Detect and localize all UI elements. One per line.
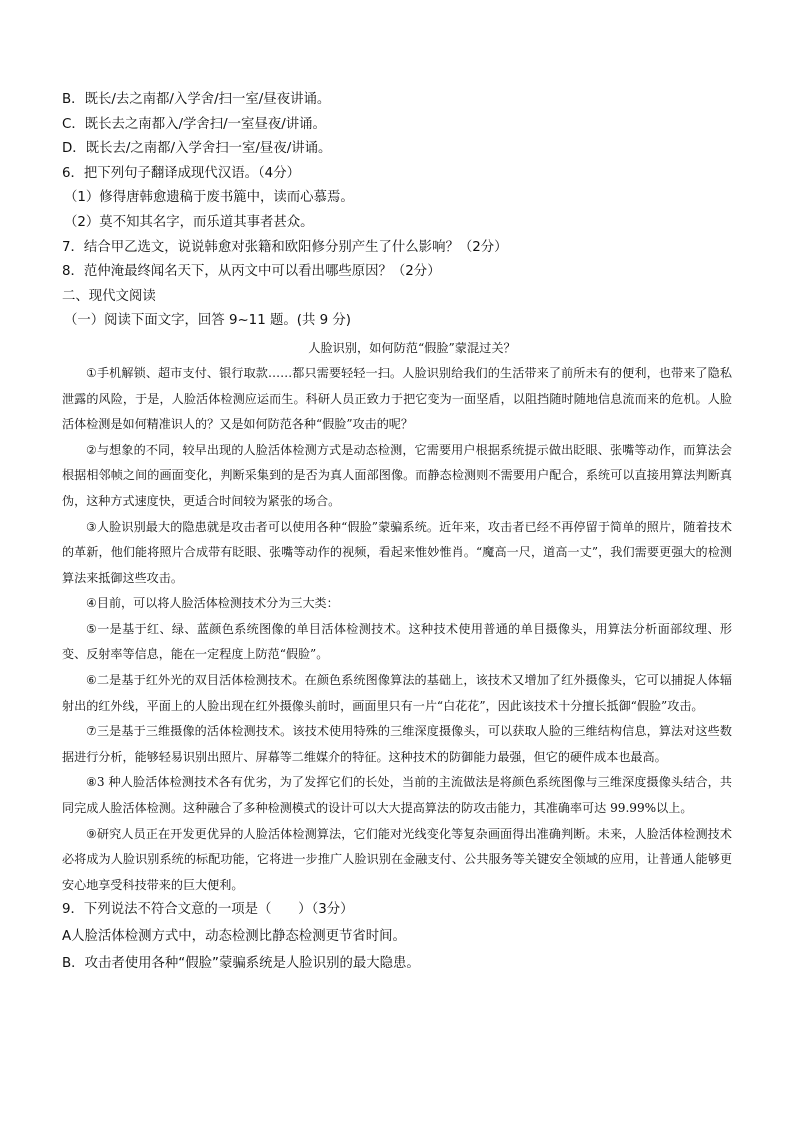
paragraph-number: ① xyxy=(86,365,97,380)
subsection-heading: （一）阅读下面文字，回答 9~11 题。(共 9 分) xyxy=(64,313,352,329)
article-paragraph-3 xyxy=(62,515,732,592)
paragraph-text: 手机解锁、超市支付、银行取款……都只需要轻轻一扫。人脸识别给我们的生活带来了前所未有的便利，也带来了隐私泄露的风险，于是，人脸活体检测应运而生。科研人员正致力于把它变为一面坚盾，以阻挡随时随地信息流而来的危机。人脸活体检测是如何精准识人的？又是如何防范各种“假脸”攻击的呢？ xyxy=(62,365,732,432)
q9-stem: 9．下列说法不符合文意的一项是（ ）（3分） xyxy=(62,902,354,918)
paragraph-number: ③ xyxy=(86,519,97,534)
article-paragraph-7 xyxy=(62,719,732,770)
paragraph-number: ④ xyxy=(86,596,97,611)
section-heading: 二、现代文阅读 xyxy=(62,288,156,304)
paragraph-text: 二是基于红外光的双目活体检测技术。在颜色系统图像算法的基础上，该技术又增加了红外摄像头，它可以捕捉人体辐射出的红外线，平面上的人脸出现在红外摄像头前时，画面里只有一片“白花花”，因此该技术十分擅长抵御“假脸”攻击。 xyxy=(62,673,732,713)
q8-stem: 8．范仲淹最终闻名天下，从丙文中可以看出哪些原因？（2分） xyxy=(62,264,441,280)
article-paragraph-2 xyxy=(62,438,732,515)
paragraph-number: ⑤ xyxy=(86,621,97,636)
paragraph-number: ⑧ xyxy=(86,775,97,790)
article-paragraph-5 xyxy=(62,617,732,668)
paragraph-number: ⑨ xyxy=(86,826,97,841)
paragraph-text: 与想象的不同，较早出现的人脸活体检测方式是动态检测，它需要用户根据系统提示做出眨眼、张嘴等动作，而算法会根据相邻帧之间的画面变化，判断采集到的是否为真人面部图像。而静态检测则不需要用户配合，系统可以直接用算法判断真伪，这种方式速度快，更适合时间较为紧张的场合。 xyxy=(62,442,732,508)
page-content xyxy=(62,88,732,976)
paragraph-text: 目前，可以将人脸活体检测技术分为三大类： xyxy=(96,596,339,611)
paragraph-text: 三是基于三维摄像的活体检测技术。该技术使用特殊的三维深度摄像头，可以获取人脸的三维结构信息，算法对这些数据进行分析，能够轻易识别出照片、屏幕等二维媒介的特征。这种技术的防御能力最强，但它的硬件成本也最高。 xyxy=(62,724,732,764)
article-paragraph-6 xyxy=(62,668,732,719)
article-paragraph-1 xyxy=(62,361,732,438)
q5-option-c: C．既长去之南都入/学舍扫/一室昼夜/讲诵。 xyxy=(62,116,326,132)
article-paragraph-4 xyxy=(62,591,732,617)
article-paragraph-8 xyxy=(62,770,732,821)
q6-item-2: （2）莫不知其名字，而乐道其事者甚众。 xyxy=(64,214,314,230)
q7-stem: 7．结合甲乙选文，说说韩愈对张籍和欧阳修分别产生了什么影响？（2分） xyxy=(62,239,508,255)
q9-option-b: B．攻击者使用各种“假脸”蒙骗系统是人脸识别的最大隐患。 xyxy=(62,955,420,971)
paragraph-number: ② xyxy=(86,442,97,457)
paragraph-text: 研究人员正在开发更优异的人脸活体检测算法，它们能对光线变化等复杂画面得出准确判断。未来，人脸活体检测技术必将成为人脸识别系统的标配功能，它将进一步推广人脸识别在金融支付、公共服务等关键安全领域的应用，让普通人能够更安心地享受科技带来的巨大便利。 xyxy=(62,826,732,892)
paragraph-text: 人脸识别最大的隐患就是攻击者可以使用各种“假脸”蒙骗系统。近年来，攻击者已经不再停留于简单的照片，随着技术的革新，他们能将照片合成带有眨眼、张嘴等动作的视频，看起来惟妙惟肖。“魔高一尺，道高一丈”，我们需要更强大的检测算法来抵御这些攻击。 xyxy=(62,519,732,585)
q9-option-a: A人脸活体检测方式中，动态检测比静态检测更节省时间。 xyxy=(62,929,406,944)
paragraph-number: ⑥ xyxy=(86,673,97,688)
article-title: 人脸识别，如何防范“假脸”蒙混过关？ xyxy=(308,340,516,355)
paragraph-text: 一是基于红、绿、蓝颜色系统图像的单目活体检测技术。这种技术使用普通的单目摄像头，用算法分析面部纹理、形变、反射率等信息，能在一定程度上防范“假脸”。 xyxy=(62,621,732,662)
article-paragraph-9 xyxy=(62,822,732,899)
q5-option-b: B．既长/去之南都/入学舍/扫一室/昼夜讲诵。 xyxy=(62,92,331,107)
q5-option-d: D．既长去/之南都/入学舍扫一室/昼夜/讲诵。 xyxy=(62,141,332,157)
q6-item-1: （1）修得唐韩愈遗稿于废书簏中，读而心慕焉。 xyxy=(64,190,354,206)
paragraph-text: 3 种人脸活体检测技术各有优劣，为了发挥它们的长处，当前的主流做法是将颜色系统图像与三维深度摄像头结合，共同完成人脸活体检测。这种融合了多种检测模式的设计可以大大提高算法的防攻击能力，其准确率可达 99.99%以上。 xyxy=(62,775,732,816)
paragraph-number: ⑦ xyxy=(86,724,97,739)
q6-stem: 6．把下列句子翻译成现代汉语。（4分） xyxy=(62,165,300,181)
